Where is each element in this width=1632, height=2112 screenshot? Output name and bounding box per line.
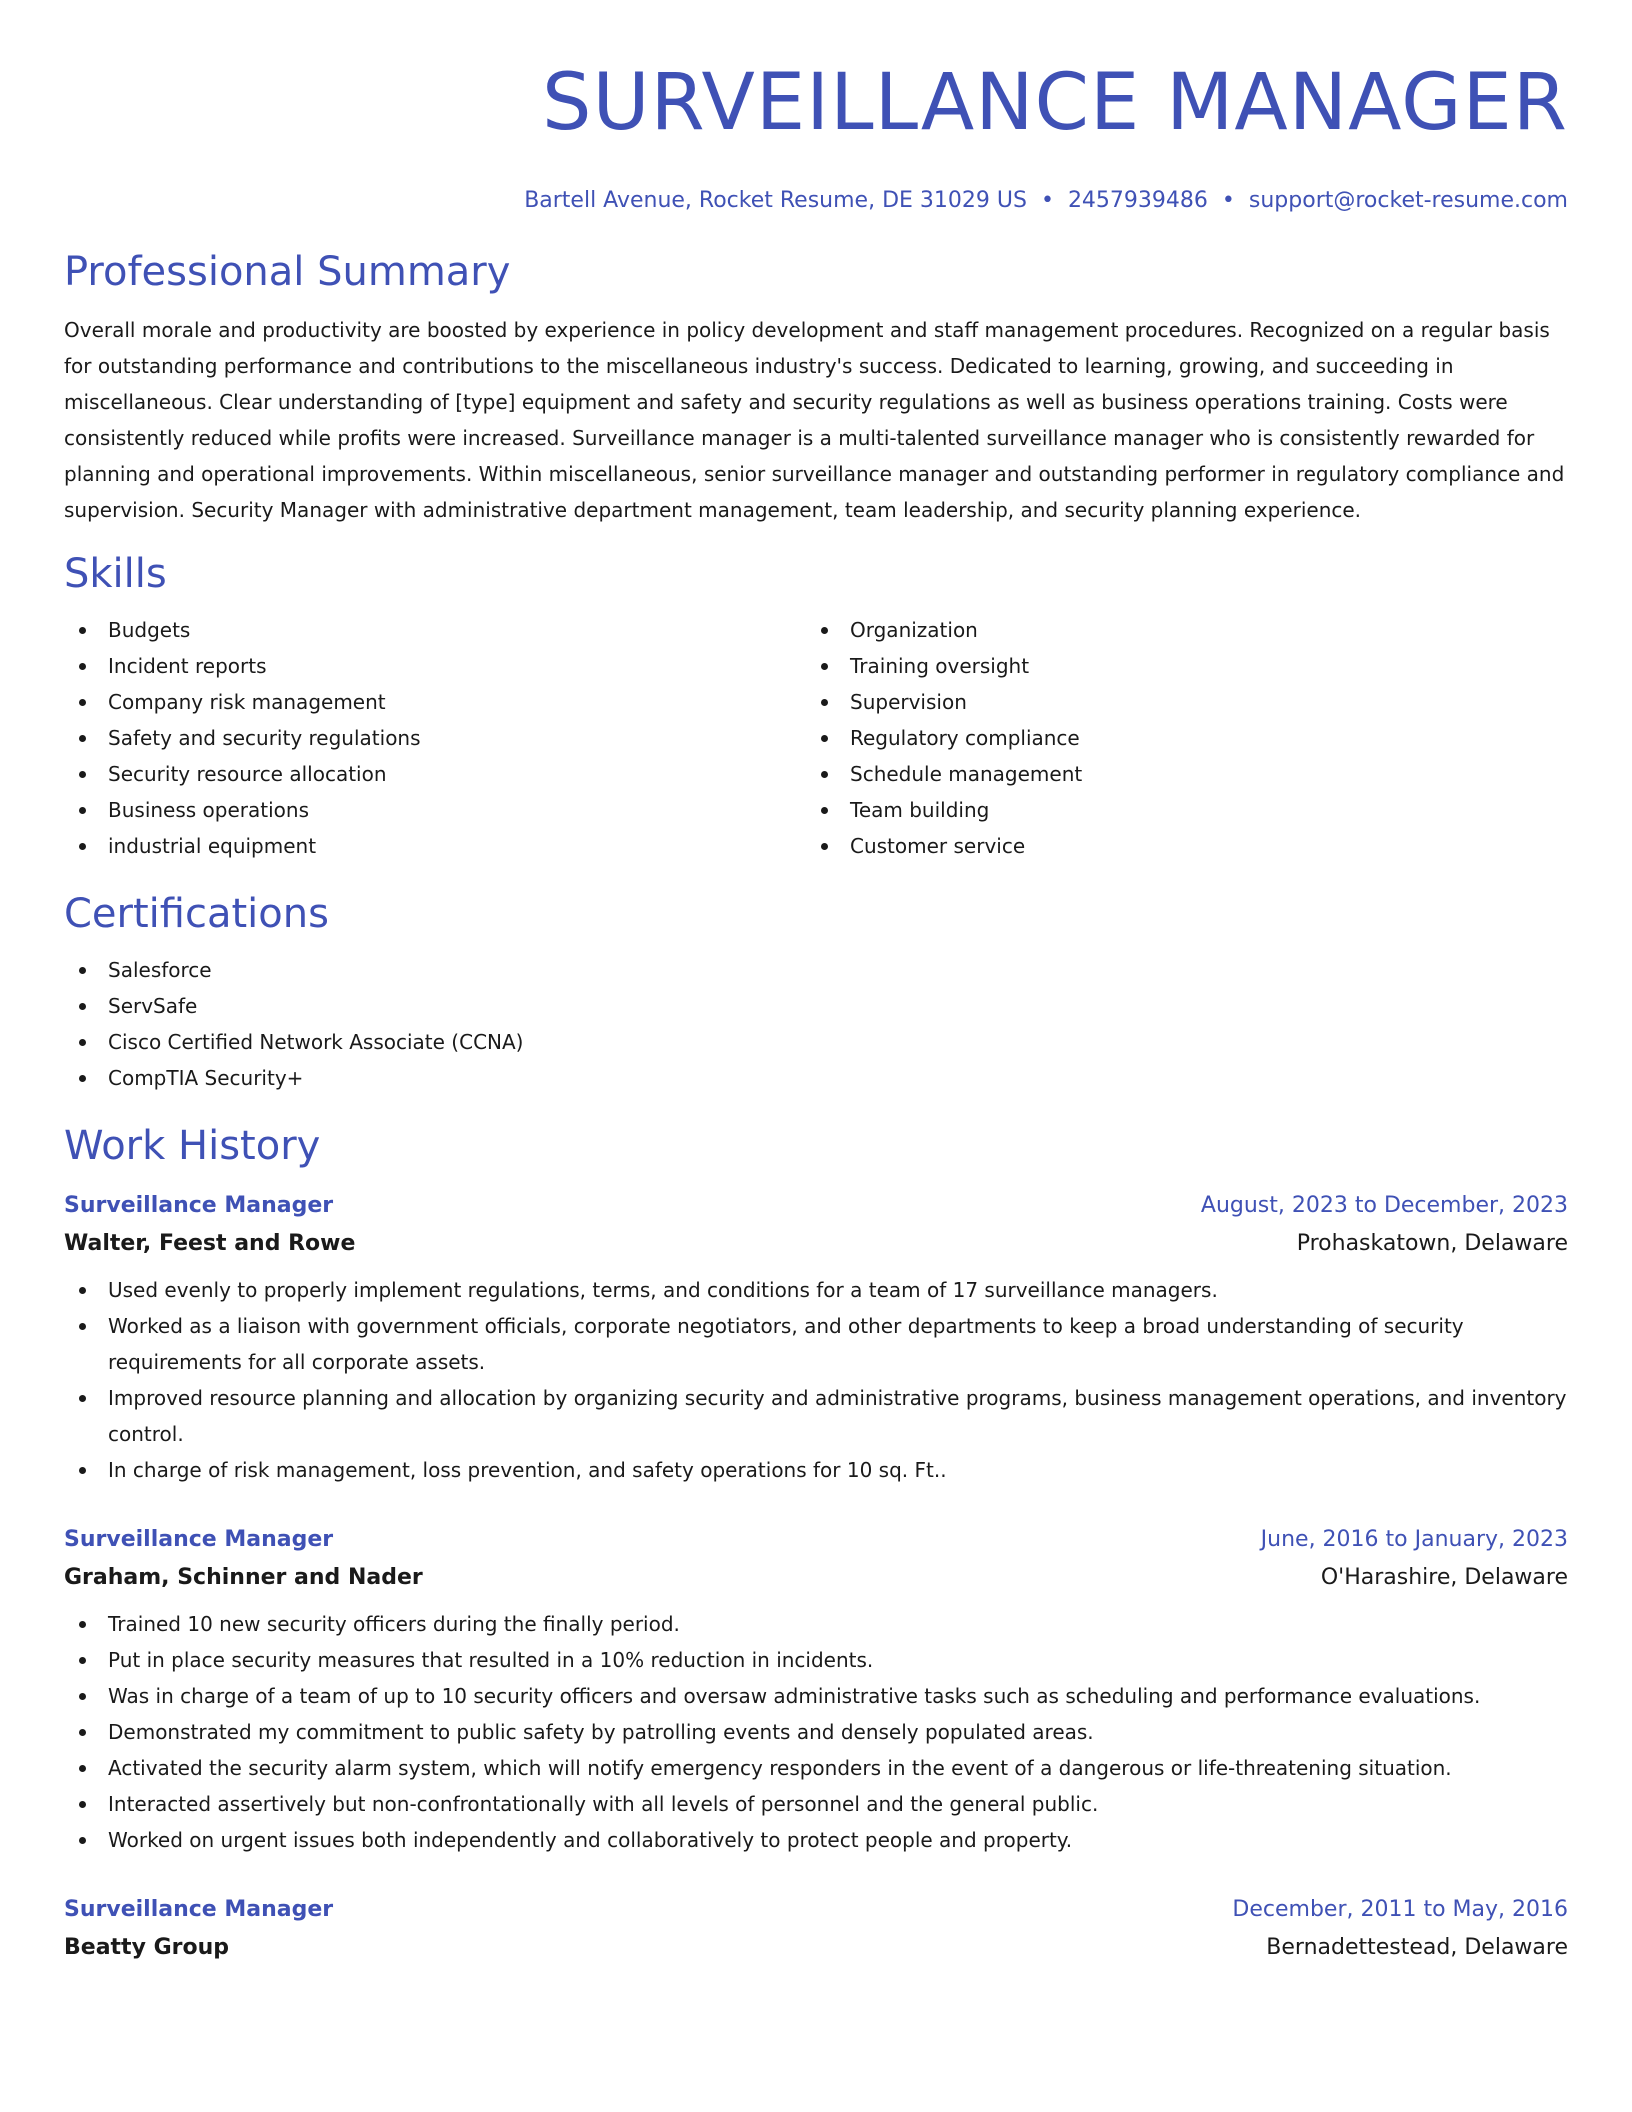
job-bullet: Used evenly to properly implement regulations, terms, and conditions for a team of 17 surveillance managers. bbox=[64, 1272, 1568, 1308]
certifications-list bbox=[64, 952, 1568, 1096]
job-dates: June, 2016 to January, 2023 bbox=[1260, 1527, 1568, 1552]
skill-item: Security resource allocation bbox=[64, 756, 806, 792]
job-company: Graham, Schinner and Nader bbox=[64, 1565, 423, 1590]
skill-item: Company risk management bbox=[64, 684, 806, 720]
job-title: Surveillance Manager bbox=[64, 1527, 334, 1552]
job-bullets bbox=[64, 1606, 1568, 1858]
contact-phone: 2457939486 bbox=[1067, 188, 1208, 213]
work-history-heading: Work History bbox=[64, 1123, 321, 1169]
certification-item: CompTIA Security+ bbox=[64, 1060, 1568, 1096]
skill-item: Budgets bbox=[64, 612, 806, 648]
summary-heading: Professional Summary bbox=[64, 249, 511, 295]
certification-item: Salesforce bbox=[64, 952, 1568, 988]
certifications-heading: Certifications bbox=[64, 891, 329, 937]
resume-page bbox=[64, 0, 1568, 1968]
job-bullet: Demonstrated my commitment to public safety by patrolling events and densely populated areas. bbox=[64, 1714, 1568, 1750]
job-entry bbox=[64, 1892, 1568, 1968]
skills-section bbox=[64, 548, 1568, 864]
certifications-section bbox=[64, 888, 1568, 1096]
job-bullets bbox=[64, 1272, 1568, 1488]
contact-address: Bartell Avenue, Rocket Resume, DE 31029 US bbox=[524, 188, 1027, 213]
work-history-section bbox=[64, 1120, 1568, 1968]
job-entry bbox=[64, 1522, 1568, 1858]
skill-item: Incident reports bbox=[64, 648, 806, 684]
job-entry bbox=[64, 1188, 1568, 1488]
job-company-row bbox=[64, 1928, 1568, 1968]
resume-header bbox=[64, 0, 1568, 216]
contact-line bbox=[64, 186, 1568, 216]
skill-item: Regulatory compliance bbox=[806, 720, 1548, 756]
contact-separator: • bbox=[1040, 188, 1054, 213]
job-company: Walter, Feest and Rowe bbox=[64, 1231, 356, 1256]
skill-item: Customer service bbox=[806, 828, 1548, 864]
job-bullet: Worked as a liaison with government officials, corporate negotiators, and other departments to keep a broad understanding of security requirements for all corporate assets. bbox=[64, 1308, 1568, 1380]
skill-item: Training oversight bbox=[806, 648, 1548, 684]
skills-grid bbox=[64, 612, 1568, 864]
job-bullet: Trained 10 new security officers during the finally period. bbox=[64, 1606, 1568, 1642]
skill-item: Business operations bbox=[64, 792, 806, 828]
skill-item: Schedule management bbox=[806, 756, 1548, 792]
skill-item: Organization bbox=[806, 612, 1548, 648]
job-bullet: Interacted assertively but non-confrontationally with all levels of personnel and the general public. bbox=[64, 1786, 1568, 1822]
job-bullet: Was in charge of a team of up to 10 security officers and oversaw administrative tasks such as scheduling and performance evaluations. bbox=[64, 1678, 1568, 1714]
job-title: Surveillance Manager bbox=[64, 1193, 334, 1218]
job-company-row bbox=[64, 1558, 1568, 1598]
job-location: Bernadettestead, Delaware bbox=[1266, 1935, 1568, 1960]
skill-item: Safety and security regulations bbox=[64, 720, 806, 756]
certification-item: Cisco Certified Network Associate (CCNA) bbox=[64, 1024, 1568, 1060]
job-title: Surveillance Manager bbox=[64, 1897, 334, 1922]
job-title-row bbox=[64, 1522, 1568, 1558]
candidate-name: SURVEILLANCE MANAGER bbox=[541, 58, 1568, 148]
job-bullet: In charge of risk management, loss prevention, and safety operations for 10 sq. Ft.. bbox=[64, 1452, 1568, 1488]
job-bullet: Improved resource planning and allocation by organizing security and administrative programs, business management operations, and inventory control. bbox=[64, 1380, 1568, 1452]
skill-item: Team building bbox=[806, 792, 1548, 828]
job-dates: August, 2023 to December, 2023 bbox=[1200, 1193, 1568, 1218]
skills-heading: Skills bbox=[64, 551, 167, 597]
summary-section bbox=[64, 246, 1568, 528]
job-location: O'Harashire, Delaware bbox=[1320, 1565, 1568, 1590]
skill-item: industrial equipment bbox=[64, 828, 806, 864]
skills-list-right bbox=[806, 612, 1548, 864]
contact-email[interactable]: support@rocket-resume.com bbox=[1248, 188, 1568, 213]
job-title-row bbox=[64, 1188, 1568, 1224]
job-company: Beatty Group bbox=[64, 1935, 229, 1960]
job-company-row bbox=[64, 1224, 1568, 1264]
job-bullet: Worked on urgent issues both independently and collaboratively to protect people and property. bbox=[64, 1822, 1568, 1858]
job-bullet: Put in place security measures that resulted in a 10% reduction in incidents. bbox=[64, 1642, 1568, 1678]
job-dates: December, 2011 to May, 2016 bbox=[1232, 1897, 1568, 1922]
job-location: Prohaskatown, Delaware bbox=[1296, 1231, 1568, 1256]
job-bullet: Activated the security alarm system, which will notify emergency responders in the event of a dangerous or life-threatening situation. bbox=[64, 1750, 1568, 1786]
job-title-row bbox=[64, 1892, 1568, 1928]
certification-item: ServSafe bbox=[64, 988, 1568, 1024]
skills-list-left bbox=[64, 612, 806, 864]
contact-separator: • bbox=[1221, 188, 1235, 213]
skill-item: Supervision bbox=[806, 684, 1548, 720]
summary-text: Overall morale and productivity are boosted by experience in policy development and staff management procedures. Recognized on a regular basis for outstanding performance and contributions to the miscellaneous industry's success. Dedicated to learning, growing, and succeeding in miscellaneous. Clear understanding of [type] equipment and safety and security regulations as well as business operations training. Costs were consistently reduced while profits were increased. Surveillance manager is a multi-talented surveillance manager who is consistently rewarded for planning and operational improvements. Within miscellaneous, senior surveillance manager and outstanding performer in regulatory compliance and supervision. Security Manager with administrative department management, team leadership, and security planning experience. bbox=[64, 318, 1565, 522]
